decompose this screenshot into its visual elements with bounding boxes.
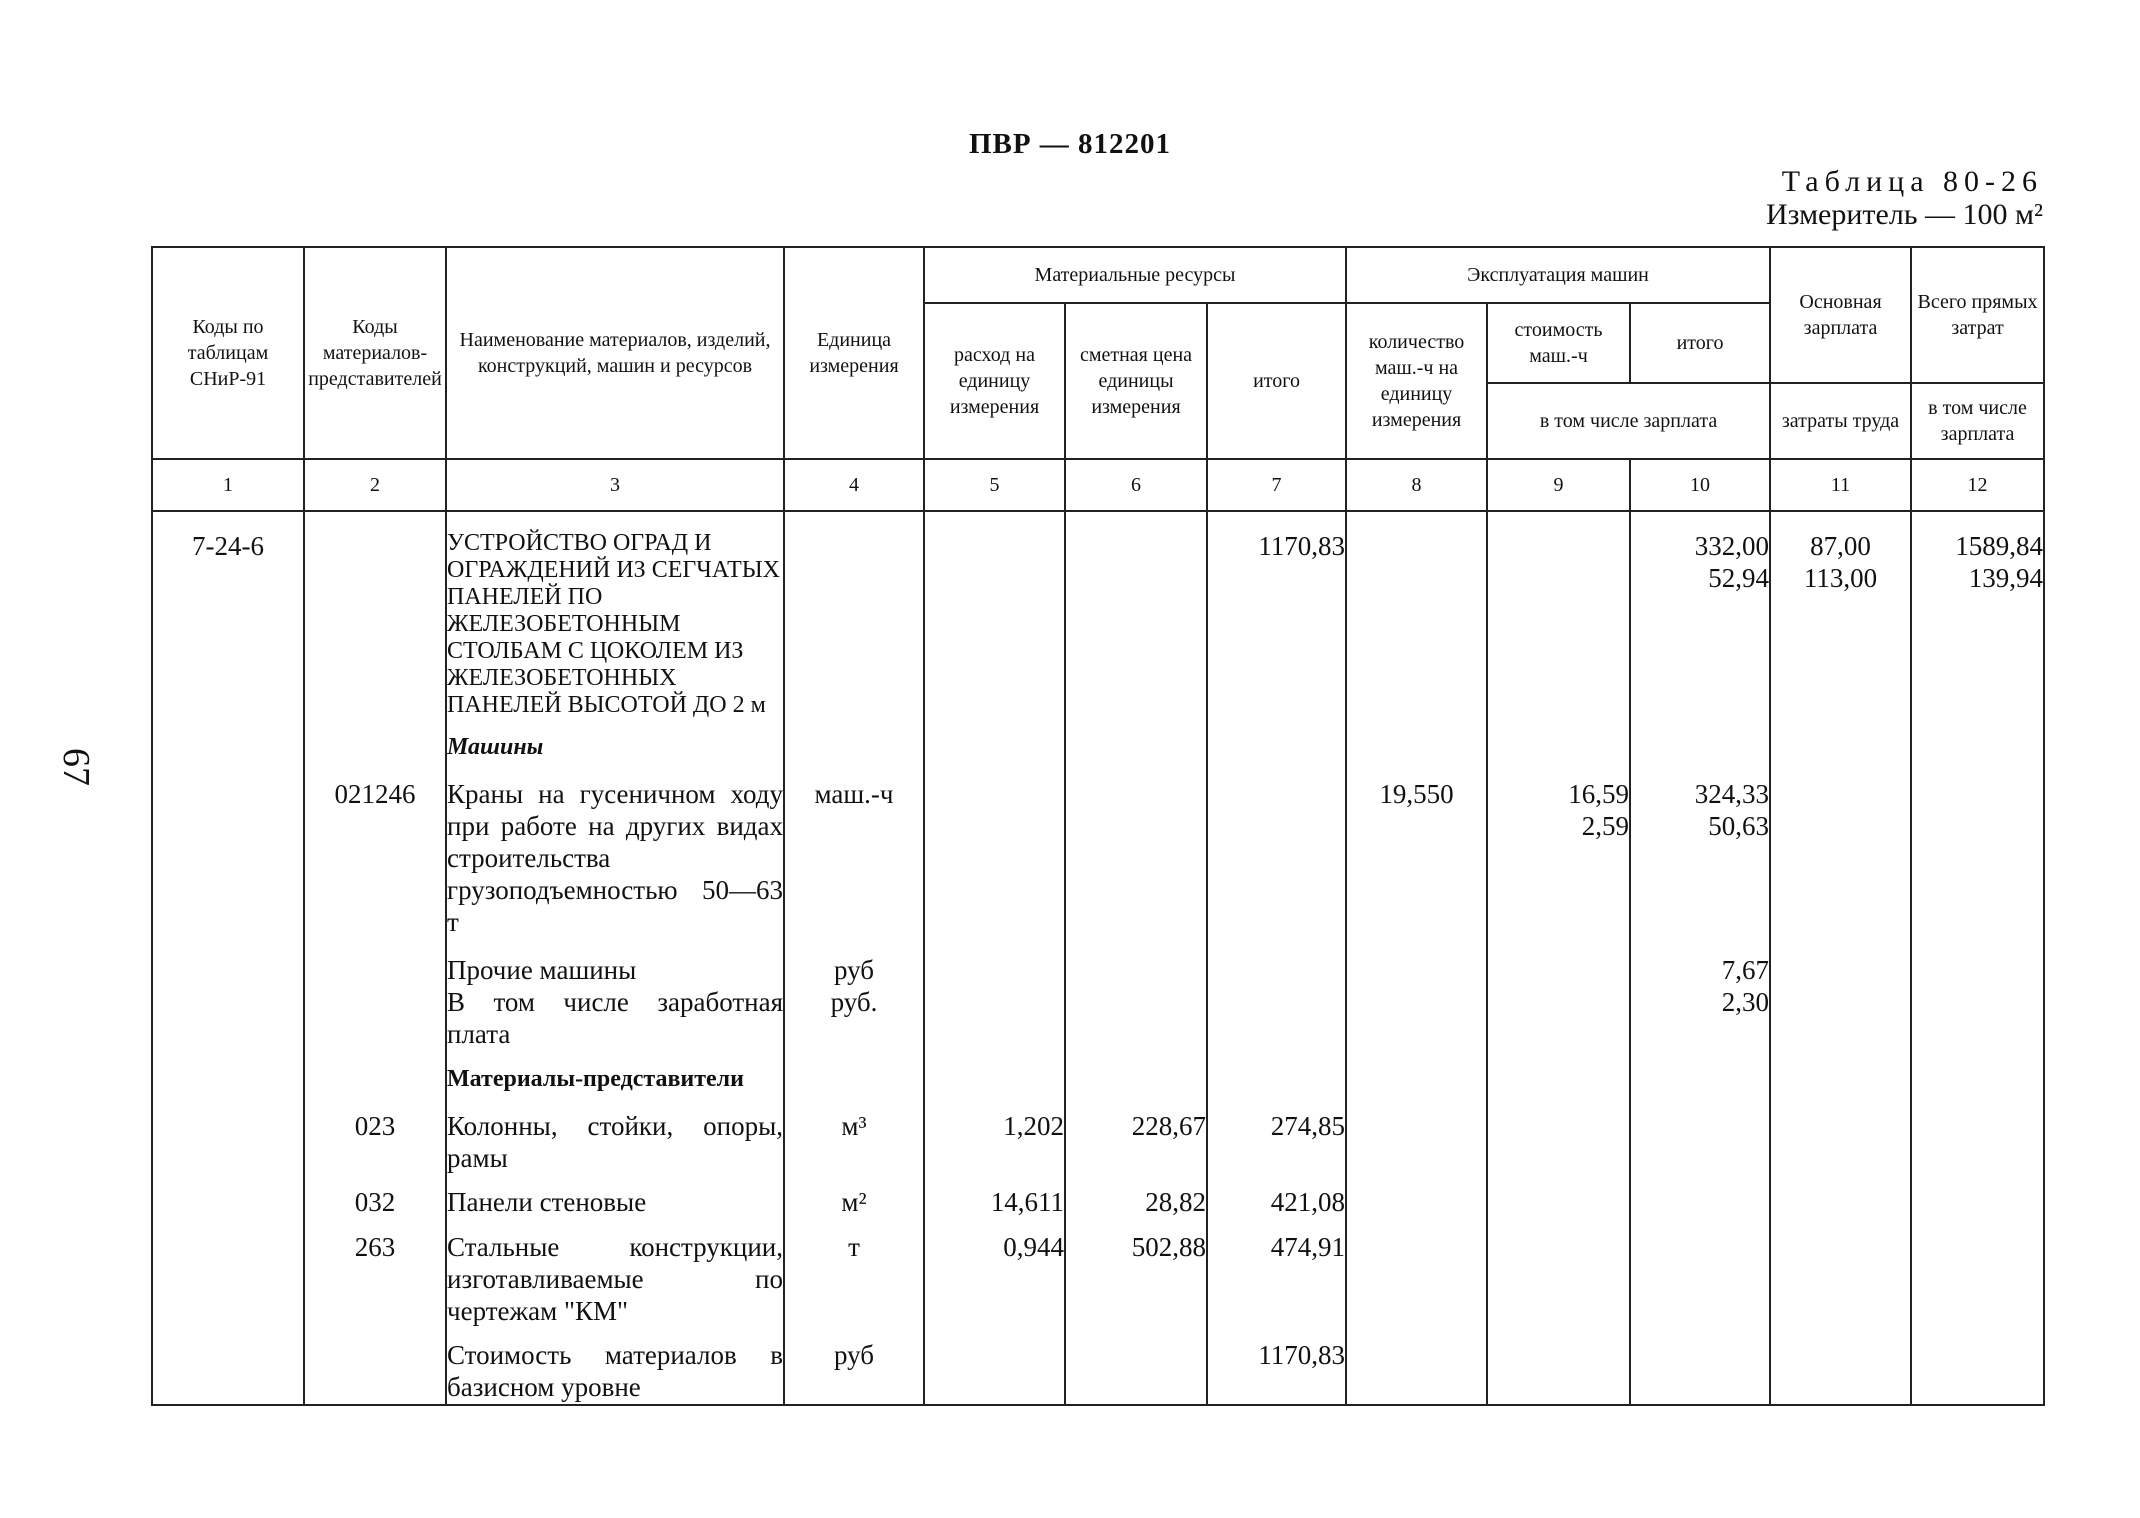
column-number: 4 — [784, 459, 924, 511]
table-row — [152, 530, 2044, 734]
unit: руб — [784, 1339, 924, 1405]
header-resource-name: Наименование материалов, изделий, конструкций, машин и ресурсов — [446, 247, 784, 459]
materials-total: 1170,83 — [1207, 530, 1346, 734]
header-consumption-per-unit: расход на единицу измерения — [924, 303, 1065, 459]
machines-total: 332,00 — [1694, 531, 1770, 561]
header-codes-snir: Коды по таблицам СНиР-91 — [152, 247, 304, 459]
machine-hours: 19,550 — [1346, 778, 1487, 954]
header-total-wages: в том числе зарплата — [1911, 383, 2044, 459]
material-code: 023 — [304, 1110, 446, 1186]
column-number: 6 — [1065, 459, 1207, 511]
materials-total: 474,91 — [1207, 1231, 1346, 1339]
unit-price: 28,82 — [1065, 1186, 1207, 1231]
column-number: 7 — [1207, 459, 1346, 511]
page-number: 67 — [55, 748, 97, 786]
consumption: 0,944 — [924, 1231, 1065, 1339]
machine-hour-wages: 2,59 — [1581, 811, 1630, 841]
unit: руб. — [784, 986, 924, 1066]
table-row — [152, 1231, 2044, 1339]
column-number: 8 — [1346, 459, 1487, 511]
document-code: ПВР — 812201 — [968, 128, 1172, 160]
column-number: 9 — [1487, 459, 1630, 511]
base-wages: 87,00 — [1810, 531, 1871, 561]
resource-name: Колонны, стойки, опоры, рамы — [446, 1110, 784, 1186]
header-base-wages: Основная зарплата — [1770, 247, 1911, 383]
materials-total: 1170,83 — [1207, 1339, 1346, 1405]
table-row — [152, 1339, 2044, 1405]
header-labor-costs: затраты труда — [1770, 383, 1911, 459]
machines-total: 7,67 — [1630, 954, 1770, 986]
snir-code: 7-24-6 — [152, 530, 304, 734]
header-machines-total: итого — [1630, 303, 1770, 383]
measurement-unit: Измеритель — 100 м² — [1765, 198, 2043, 231]
unit: маш.-ч — [784, 778, 924, 954]
header-machines-wages: в том числе зарплата — [1487, 383, 1770, 459]
column-number: 1 — [152, 459, 304, 511]
column-number: 11 — [1770, 459, 1911, 511]
item-title: УСТРОЙСТВО ОГРАД И ОГРАЖДЕНИЙ ИЗ СЕГЧАТЫХ ПАНЕЛЕЙ ПО ЖЕЛЕЗОБЕТОННЫМ СТОЛБАМ С ЦОКОЛЕМ ИЗ ЖЕЛЕЗОБЕТОННЫХ ПАНЕЛЕЙ ВЫСОТОЙ ДО 2 м — [446, 530, 784, 734]
material-code: 021246 — [304, 778, 446, 954]
machines-total: 324,33 — [1694, 779, 1770, 809]
header-materials-total: итого — [1207, 303, 1346, 459]
materials-total: 421,08 — [1207, 1186, 1346, 1231]
table-row — [152, 778, 2044, 954]
material-code: 263 — [304, 1231, 446, 1339]
resource-name: Панели стеновые — [446, 1186, 784, 1231]
unit: м³ — [784, 1110, 924, 1186]
unit: руб — [784, 954, 924, 986]
machines-wages: 50,63 — [1708, 811, 1770, 841]
column-number: 2 — [304, 459, 446, 511]
table-row — [152, 1066, 2044, 1110]
table-row — [152, 734, 2044, 778]
consumption: 1,202 — [924, 1110, 1065, 1186]
unit-price: 228,67 — [1065, 1110, 1207, 1186]
section-heading-materials: Материалы-представители — [446, 1066, 784, 1110]
header-machine-hour-cost: стоимость маш.-ч — [1487, 303, 1630, 383]
column-number: 10 — [1630, 459, 1770, 511]
resource-name: В том числе заработная плата — [446, 986, 784, 1066]
header-unit: Единица измерения — [784, 247, 924, 459]
column-number: 12 — [1911, 459, 2044, 511]
unit-price: 502,88 — [1065, 1231, 1207, 1339]
labor-costs: 113,00 — [1803, 563, 1878, 593]
column-number: 3 — [446, 459, 784, 511]
table-row — [152, 954, 2044, 986]
material-code: 032 — [304, 1186, 446, 1231]
machines-wages: 52,94 — [1708, 563, 1770, 593]
header-machine-operation: Эксплуатация машин — [1346, 247, 1770, 303]
header-unit-price: сметная цена единицы измерения — [1065, 303, 1207, 459]
section-heading-machines: Машины — [446, 734, 784, 778]
unit: м² — [784, 1186, 924, 1231]
materials-total: 274,85 — [1207, 1110, 1346, 1186]
resource-name: Краны на гусеничном ходу при работе на других видах строительства грузоподъемностью 50—63 т — [446, 778, 784, 954]
total-direct-costs: 1589,84 — [1955, 531, 2044, 561]
header-material-resources: Материальные ресурсы — [924, 247, 1346, 303]
consumption: 14,611 — [924, 1186, 1065, 1231]
table-id: Таблица 80-26 — [1781, 165, 2043, 198]
header-total-direct-costs: Всего прямых затрат — [1911, 247, 2044, 383]
header-machine-hours: количество маш.-ч на единицу измерения — [1346, 303, 1487, 459]
header-codes-materials: Коды материалов-представителей — [304, 247, 446, 459]
unit: т — [784, 1231, 924, 1339]
resource-table — [151, 246, 2045, 1406]
resource-name: Стоимость материалов в базисном уровне — [446, 1339, 784, 1405]
resource-name: Прочие машины — [446, 954, 784, 986]
column-number: 5 — [924, 459, 1065, 511]
resource-name: Стальные конструкции, изготавливаемые по чертежам "КМ" — [446, 1231, 784, 1339]
machine-hour-cost: 16,59 — [1568, 779, 1630, 809]
table-row — [152, 986, 2044, 1066]
table-row — [152, 1186, 2044, 1231]
machines-wages: 2,30 — [1630, 986, 1770, 1066]
table-row — [152, 1110, 2044, 1186]
total-wages: 139,94 — [1968, 563, 2044, 593]
